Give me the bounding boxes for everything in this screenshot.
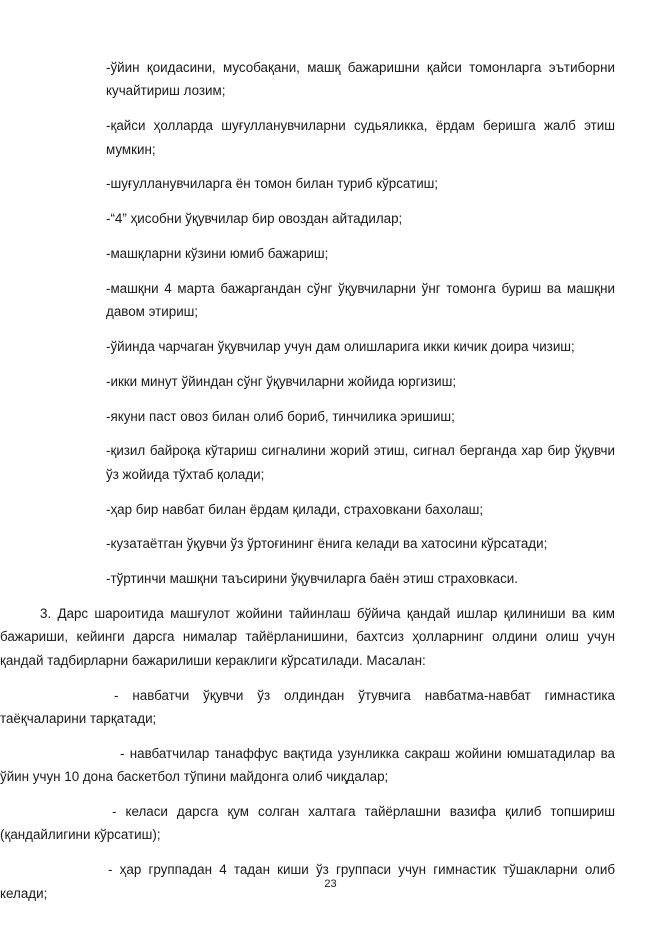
- paragraph-14: 3. Дарс шароитида машғулот жойини тайинлаш бўйича қандай ишлар қилиниши ва ким бажариши, кейинги дарсга нималар тайёрланишини, бахтсиз ҳолларнинг олдини олиш учун қандай тадбирларни бажарилиши кераклиги кўрсатилади. Масалан:: [0, 605, 615, 668]
- paragraph-13: -тўртинчи машқни таъсирини ўқувчиларга баён этиш страховкаси.: [106, 571, 518, 587]
- paragraph-11: -ҳар бир навбат билан ёрдам қилади, страховкани бахолаш;: [106, 501, 484, 517]
- paragraph-6: -машқни 4 марта бажаргандан сўнг ўқувчиларни ўнг томонга буриш ва машқни давом этириш;: [106, 280, 615, 320]
- paragraph-5: -машқларни кўзини юмиб бажариш;: [106, 246, 329, 261]
- paragraph-10: -қизил байроқа кўтариш сигналини жорий этиш, сигнал берганда хар бир ўқувчи ўз жойида тўхтаб қолади;: [106, 443, 615, 482]
- paragraph-1: -ўйин қоидасини, мусобақани, машқ бажаришни қайси томонларга эътиборни кучайтириш лозим;: [106, 60, 615, 99]
- paragraph-7: -ўйинда чарчаган ўқувчилар учун дам олишларига икки кичик доира чизиш;: [106, 339, 575, 354]
- paragraph-4: -“4” ҳисобни ўқувчилар бир овоздан айтадилар;: [106, 211, 403, 227]
- paragraph-15: - навбатчи ўқувчи ўз олдиндан ўтувчига навбатма-навбат гимнастика таёқчаларини тарқатади;: [0, 687, 615, 726]
- page-number: 23: [324, 878, 337, 890]
- paragraph-8: -икки минут ўйиндан сўнг ўқувчиларни жойида юргизиш;: [106, 373, 457, 389]
- paragraph-3: -шуғулланувчиларга ён томон билан туриб кўрсатиш;: [106, 176, 439, 192]
- document-body: [0, 56, 615, 916]
- paragraph-9: -якуни паст овоз билан олиб бориб, тинчилика эришиш;: [106, 408, 455, 424]
- paragraph-18: - ҳар группадан 4 тадан киши ўз группаси учун гимнастик тўшакларни олиб келади;: [0, 862, 615, 901]
- paragraph-12: -кузатаётган ўқувчи ўз ўртоғининг ёнига келади ва хатосини кўрсатади;: [106, 536, 548, 552]
- paragraph-2: -қайси ҳолларда шуғулланувчиларни судьяликка, ёрдам беришга жалб этиш мумкин;: [106, 118, 615, 157]
- paragraph-17: - келаси дарсга қум солган халтага тайёрлашни вазифа қилиб топшириш (қандайлигини кўрсатиш);: [0, 804, 615, 843]
- paragraph-16: - навбатчилар танаффус вақтида узунликка сакраш жойини юмшатадилар ва ўйин учун 10 дона баскетбол тўпини майдонга олиб чиқдалар;: [0, 745, 615, 785]
